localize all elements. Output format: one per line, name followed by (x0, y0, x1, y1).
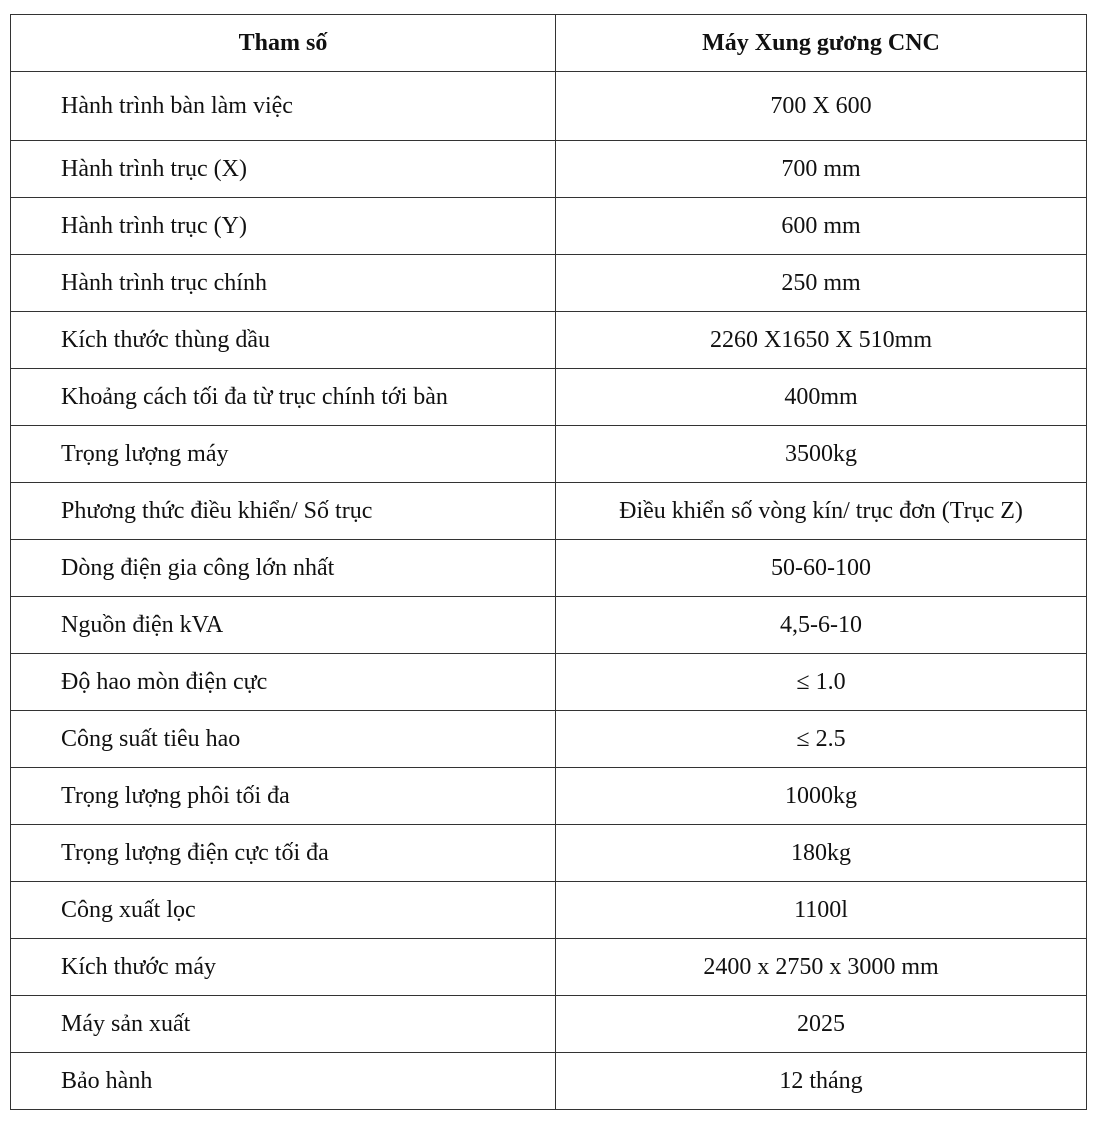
value-cell: 700 mm (556, 141, 1087, 198)
table-row (11, 72, 1087, 141)
header-param: Tham số (11, 15, 556, 72)
value-cell: 50-60-100 (556, 540, 1087, 597)
table-header-row (11, 15, 1087, 72)
param-cell: Phương thức điều khiển/ Số trục (11, 483, 556, 540)
param-cell: Hành trình trục (X) (11, 141, 556, 198)
param-cell: Khoảng cách tối đa từ trục chính tới bàn (11, 369, 556, 426)
table-row (11, 996, 1087, 1053)
table-row (11, 711, 1087, 768)
value-cell: 700 X 600 (556, 72, 1087, 141)
table-row (11, 597, 1087, 654)
value-cell: 2025 (556, 996, 1087, 1053)
param-cell: Hành trình bàn làm việc (11, 72, 556, 141)
value-cell: 12 tháng (556, 1053, 1087, 1110)
value-cell: 2260 X1650 X 510mm (556, 312, 1087, 369)
param-cell: Bảo hành (11, 1053, 556, 1110)
value-cell: 3500kg (556, 426, 1087, 483)
param-cell: Công suất tiêu hao (11, 711, 556, 768)
table-row (11, 141, 1087, 198)
value-cell: 600 mm (556, 198, 1087, 255)
table-row (11, 825, 1087, 882)
table-row (11, 255, 1087, 312)
spec-table (10, 14, 1087, 1110)
value-cell: Điều khiển số vòng kín/ trục đơn (Trục Z) (556, 483, 1087, 540)
table-row (11, 426, 1087, 483)
param-cell: Dòng điện gia công lớn nhất (11, 540, 556, 597)
value-cell: 2400 x 2750 x 3000 mm (556, 939, 1087, 996)
param-cell: Độ hao mòn điện cực (11, 654, 556, 711)
table-row (11, 654, 1087, 711)
value-cell: 1000kg (556, 768, 1087, 825)
param-cell: Hành trình trục (Y) (11, 198, 556, 255)
table-row (11, 768, 1087, 825)
value-cell: ≤ 1.0 (556, 654, 1087, 711)
table-row (11, 483, 1087, 540)
value-cell: 250 mm (556, 255, 1087, 312)
table-row (11, 312, 1087, 369)
table-row (11, 369, 1087, 426)
table-row (11, 540, 1087, 597)
header-value: Máy Xung gương CNC (556, 15, 1087, 72)
param-cell: Hành trình trục chính (11, 255, 556, 312)
table-row (11, 939, 1087, 996)
table-row (11, 198, 1087, 255)
param-cell: Kích thước thùng dầu (11, 312, 556, 369)
value-cell: 400mm (556, 369, 1087, 426)
param-cell: Trọng lượng phôi tối đa (11, 768, 556, 825)
param-cell: Trọng lượng máy (11, 426, 556, 483)
param-cell: Nguồn điện kVA (11, 597, 556, 654)
param-cell: Máy sản xuất (11, 996, 556, 1053)
param-cell: Trọng lượng điện cực tối đa (11, 825, 556, 882)
value-cell: 180kg (556, 825, 1087, 882)
value-cell: 1100l (556, 882, 1087, 939)
param-cell: Kích thước máy (11, 939, 556, 996)
value-cell: 4,5-6-10 (556, 597, 1087, 654)
table-row (11, 1053, 1087, 1110)
param-cell: Công xuất lọc (11, 882, 556, 939)
value-cell: ≤ 2.5 (556, 711, 1087, 768)
table-row (11, 882, 1087, 939)
